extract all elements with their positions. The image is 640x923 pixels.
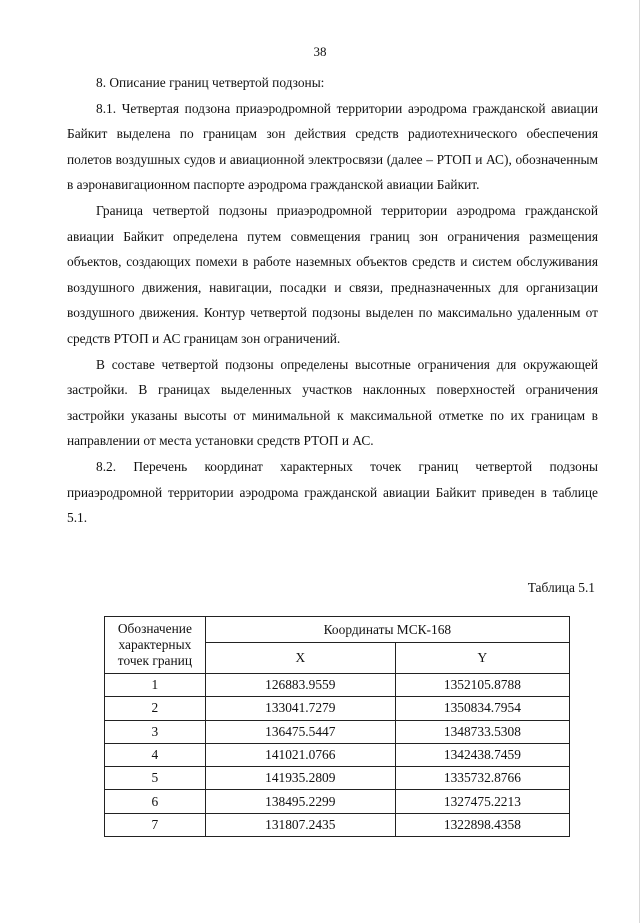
coord-x: 136475.5447 (205, 720, 395, 743)
coord-y: 1352105.8788 (395, 674, 569, 697)
coord-y: 1322898.4358 (395, 813, 569, 836)
table-row (105, 813, 570, 836)
point-number: 2 (105, 697, 206, 720)
point-number: 1 (105, 674, 206, 697)
table-row (105, 767, 570, 790)
section-heading: 8. Описание границ четвертой подзоны: (96, 75, 325, 90)
paragraph-8-1: 8.1. Четвертая подзона приаэродромной территории аэродрома гражданской авиации Байкит выделена по границам зон действия средств радиотехнического обеспечения полетов воздушных судов и авиационной электросвязи (далее – РТОП и АС), обозначенным в аэронавигационном паспорте аэродрома гражданской авиации Байкит. (67, 100, 598, 193)
point-number: 5 (105, 767, 206, 790)
table-row (105, 790, 570, 813)
coord-x: 126883.9559 (205, 674, 395, 697)
coord-x: 133041.7279 (205, 697, 395, 720)
table-caption: Таблица 5.1 (527, 580, 595, 595)
coord-x: 141935.2809 (205, 767, 395, 790)
coord-y: 1335732.8766 (395, 767, 569, 790)
point-number: 3 (105, 720, 206, 743)
coord-y: 1327475.2213 (395, 790, 569, 813)
table-row (105, 674, 570, 697)
coord-y: 1342438.7459 (395, 743, 569, 766)
coord-x: 138495.2299 (205, 790, 395, 813)
body-text (67, 70, 598, 531)
paragraph-boundary: Граница четвертой подзоны приаэродромной территории аэродрома гражданской авиации Байкит определена путем совмещения границ зон ограничения размещения объектов, создающих помехи в работе наземных объектов средств и систем обслуживания воздушного движения, навигации, посадки и связи, предназначенных для организации воздушного движения. Контур четвертой подзоны выделен по максимально удаленным от средств РТОП и АС границам зон ограничений. (67, 202, 598, 346)
point-number: 4 (105, 743, 206, 766)
paragraph-8-2: 8.2. Перечень координат характерных точек границ четвертой подзоны приаэродромной территории аэродрома гражданской авиации Байкит приведен в таблице 5.1. (67, 458, 598, 526)
header-points: Обозначение характерных точек границ (105, 617, 206, 674)
coord-x: 141021.0766 (205, 743, 395, 766)
point-number: 6 (105, 790, 206, 813)
table-row (105, 720, 570, 743)
coord-y: 1350834.7954 (395, 697, 569, 720)
table-row (105, 697, 570, 720)
coord-x: 131807.2435 (205, 813, 395, 836)
coordinates-table (104, 616, 570, 837)
page-number: 38 (313, 44, 327, 59)
header-y: Y (395, 643, 569, 674)
point-number: 7 (105, 813, 206, 836)
header-x: X (205, 643, 395, 674)
table-row (105, 743, 570, 766)
coord-y: 1348733.5308 (395, 720, 569, 743)
header-coords: Координаты МСК-168 (205, 617, 569, 643)
paragraph-height-limits: В составе четвертой подзоны определены высотные ограничения для окружающей застройки. В границах выделенных участков наклонных поверхностей ограничения застройки указаны высоты от минимальной к максимальной отметке по их границам в направлении от места установки средств РТОП и АС. (67, 356, 598, 449)
